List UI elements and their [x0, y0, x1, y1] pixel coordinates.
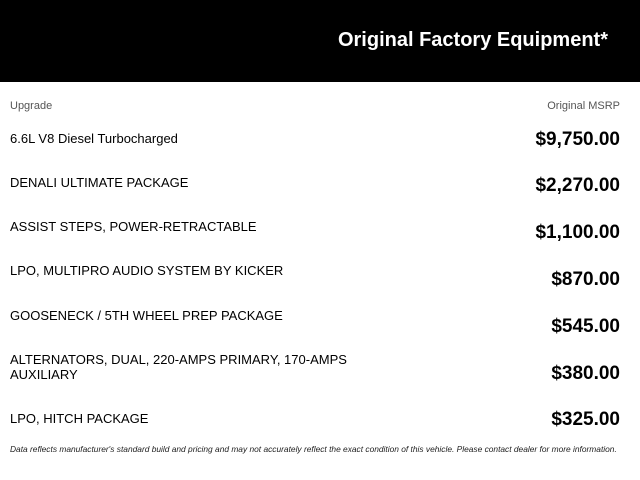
- upgrade-name: ASSIST STEPS, POWER-RETRACTABLE: [10, 219, 257, 234]
- upgrade-price: $870.00: [551, 269, 620, 290]
- upgrade-name: ALTERNATORS, DUAL, 220-AMPS PRIMARY, 170-AMPS AUXILIARY: [10, 352, 347, 382]
- upgrade-price: $545.00: [551, 316, 620, 337]
- column-header-msrp: Original MSRP: [547, 100, 620, 112]
- upgrade-price: $325.00: [551, 409, 620, 430]
- upgrade-name: DENALI ULTIMATE PACKAGE: [10, 175, 189, 190]
- upgrade-name: LPO, HITCH PACKAGE: [10, 411, 149, 426]
- upgrade-name: GOOSENECK / 5TH WHEEL PREP PACKAGE: [10, 308, 283, 323]
- header-banner: [0, 0, 640, 82]
- upgrade-name: 6.6L V8 Diesel Turbocharged: [10, 131, 178, 146]
- upgrade-price: $9,750.00: [535, 129, 620, 150]
- disclaimer-text: Data reflects manufacturer's standard build and pricing and may not accurately reflect the exact condition of this vehicle. Please contact dealer for more information.: [10, 444, 617, 454]
- upgrade-price: $2,270.00: [535, 175, 620, 196]
- upgrade-price: $380.00: [551, 363, 620, 384]
- upgrade-name: LPO, MULTIPRO AUDIO SYSTEM BY KICKER: [10, 263, 284, 278]
- upgrade-price: $1,100.00: [535, 222, 620, 243]
- column-header-upgrade: Upgrade: [10, 100, 53, 112]
- page-title: Original Factory Equipment*: [337, 29, 608, 51]
